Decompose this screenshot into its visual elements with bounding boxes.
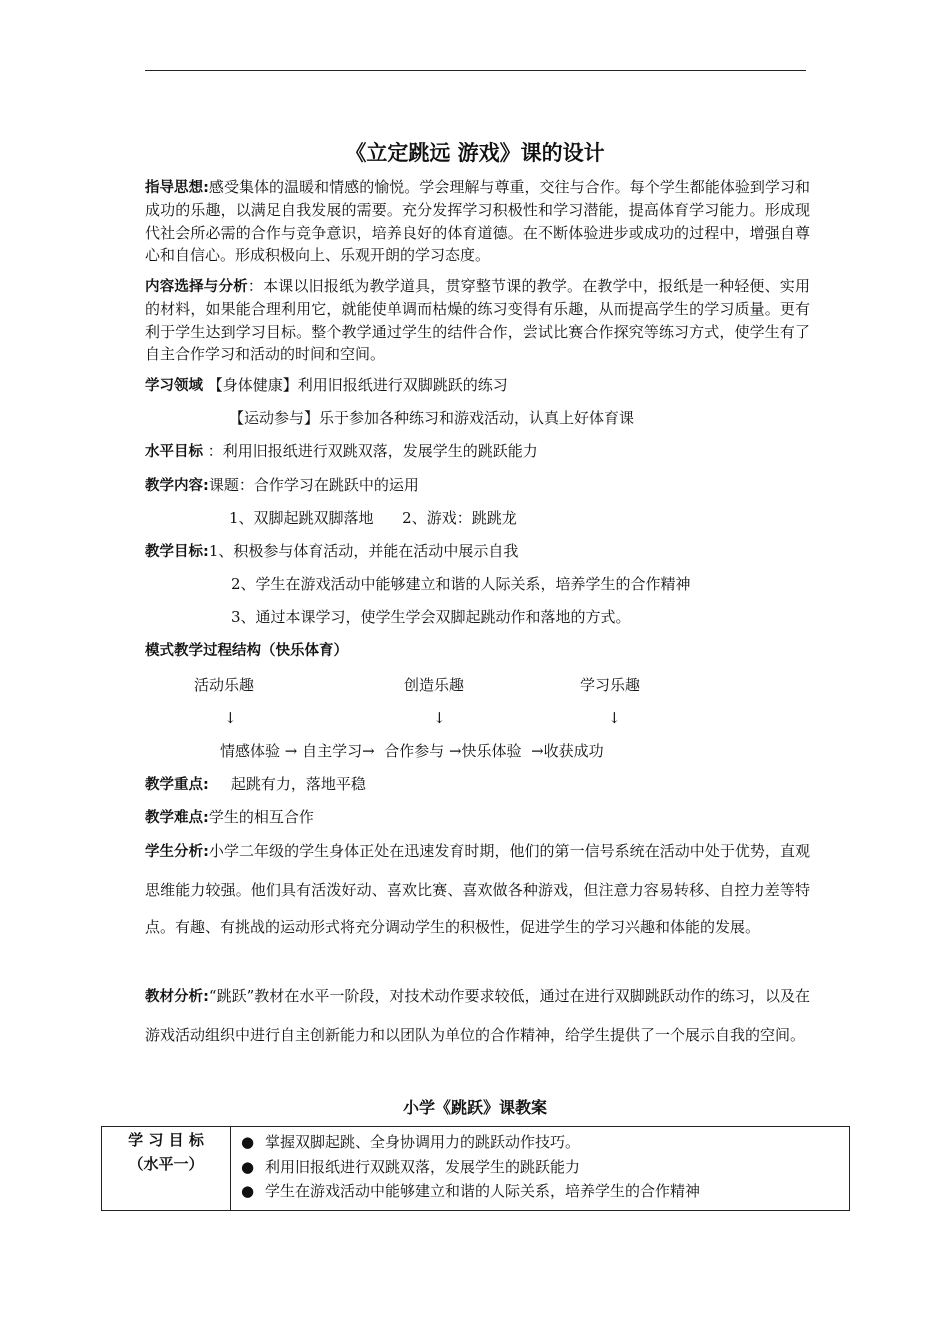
level-goal-line — [145, 440, 538, 463]
bullet-icon: ● — [241, 1182, 255, 1200]
model-label: 模式教学过程结构（快乐体育） — [145, 643, 348, 659]
material-analysis-label: 教材分析: — [145, 989, 209, 1005]
difficulty-text: 学生的相互合作 — [208, 808, 314, 826]
list-item-text: 利用旧报纸进行双跳双落，发展学生的跳跃能力 — [265, 1157, 581, 1176]
domain-text-1: 【身体健康】利用旧报纸进行双脚跳跃的练习 — [203, 376, 508, 394]
list-item — [241, 1155, 843, 1180]
guiding-text: 感受集体的温暖和情感的愉悦。学会理解与尊重，交往与合作。每个学生都能体验到学习和成功的乐趣，以满足自我发展的需要。充分发挥学习积极性和学习潜能，提高体育学习能力。形成现代社会所必需的合作与竞争意识，培养良好的体育道德。在不断体验进步或成功的过程中，增强自尊心和自信心。形成积极向上、乐观开朗的学习态度。 — [145, 178, 810, 265]
table-label-line: （水平一） — [128, 1155, 204, 1173]
teaching-content-text: 课题：合作学习在跳跃中的运用 — [208, 476, 419, 494]
guiding-paragraph — [145, 176, 810, 267]
domain-line-1 — [145, 374, 508, 397]
domain-label: 学习领域 — [145, 378, 203, 394]
teaching-content-label: 教学内容: — [145, 478, 209, 494]
key-point-label: 教学重点: — [145, 777, 209, 793]
header-rule — [145, 70, 806, 71]
teaching-content-line — [145, 474, 419, 497]
table-row — [102, 1127, 850, 1211]
table-label-line: 学 习 目 标 — [128, 1131, 204, 1149]
material-analysis-text: “跳跃”教材在水平一阶段，对技术动作要求较低，通过在进行双脚跳跃动作的练习，以及在游戏活动组织中进行自主创新能力和以团队为单位的合作精神，给学生提供了一个展示自我的空间。 — [145, 987, 810, 1044]
list-item — [241, 1130, 843, 1155]
teaching-goal-item: 2、学生在游戏活动中能够建立和谐的人际关系，培养学生的合作精神 — [231, 575, 691, 593]
teaching-goals-line-1 — [145, 540, 518, 563]
level-goal-label: 水平目标 — [145, 444, 203, 460]
model-top-item: 活动乐趣 — [194, 676, 255, 694]
teaching-content-line-2: 1、双脚起跳双脚落地 2、游戏：跳跳龙 — [229, 509, 517, 527]
content-label: 内容选择与分析 — [145, 279, 248, 295]
down-arrow-icon: ↓ — [433, 709, 446, 727]
list-item — [241, 1179, 843, 1204]
key-point-text: 起跳有力，落地平稳 — [230, 775, 366, 793]
teaching-goals-label: 教学目标: — [145, 544, 209, 560]
model-top-item: 学习乐趣 — [580, 676, 641, 694]
lesson-plan-title: 小学《跳跃》课教案 — [402, 1098, 547, 1117]
key-point-line — [145, 773, 366, 796]
down-arrow-icon: ↓ — [608, 709, 621, 727]
page-title: 《立定跳远 游戏》课的设计 — [345, 141, 605, 165]
list-item-text: 学生在游戏活动中能够建立和谐的人际关系，培养学生的合作精神 — [265, 1182, 701, 1200]
content-paragraph — [145, 275, 810, 366]
bullet-icon: ● — [241, 1133, 255, 1151]
student-analysis-label: 学生分析: — [145, 844, 209, 860]
lesson-plan-table — [101, 1126, 850, 1211]
content-text: ：本课以旧报纸为教学道具，贯穿整节课的教学。在教学中，报纸是一种轻便、实用的材料，如果能合理利用它，就能使单调而枯燥的练习变得有乐趣，从而提高学生的学习质量。更有利于学生达到学习目标。整个教学通过学生的结件合作，尝试比赛合作探究等练习方式，使学生有了自主合作学习和活动的时间和空间。 — [145, 277, 810, 364]
teaching-goal-item: 3、通过本课学习，使学生学会双脚起跳动作和落地的方式。 — [231, 608, 631, 626]
domain-line-2: 【运动参与】乐于参加各种练习和游戏活动，认真上好体育课 — [229, 409, 635, 427]
difficulty-label: 教学难点: — [145, 810, 209, 826]
guiding-label: 指导思想: — [145, 180, 209, 196]
down-arrow-icon: ↓ — [224, 709, 237, 727]
difficulty-line — [145, 806, 314, 829]
level-goal-text: ：利用旧报纸进行双跳双落，发展学生的跳跃能力 — [203, 442, 538, 460]
student-analysis-text: 小学二年级的学生身体正处在迅速发育时期，他们的第一信号系统在活动中处于优势，直观思维能力较强。他们具有活泼好动、喜欢比赛、喜欢做各种游戏，但注意力容易转移、自控力差等特点。有趣、有挑战的运动形式将充分调动学生的积极性，促进学生的学习兴趣和体能的发展。 — [145, 842, 810, 936]
bullet-icon: ● — [241, 1157, 255, 1176]
model-top-item: 创造乐趣 — [404, 676, 465, 694]
table-label-cell — [102, 1127, 231, 1211]
model-flow: 情感体验 → 自主学习→ 合作参与 →快乐体验 →收获成功 — [220, 742, 604, 760]
list-item-text: 掌握双脚起跳、全身协调用力的跳跃动作技巧。 — [265, 1133, 581, 1151]
material-analysis-paragraph — [145, 978, 810, 1054]
student-analysis-paragraph — [145, 833, 810, 947]
table-content-cell — [231, 1127, 850, 1211]
teaching-goal-item: 1、积极参与体育活动，并能在活动中展示自我 — [208, 542, 519, 560]
